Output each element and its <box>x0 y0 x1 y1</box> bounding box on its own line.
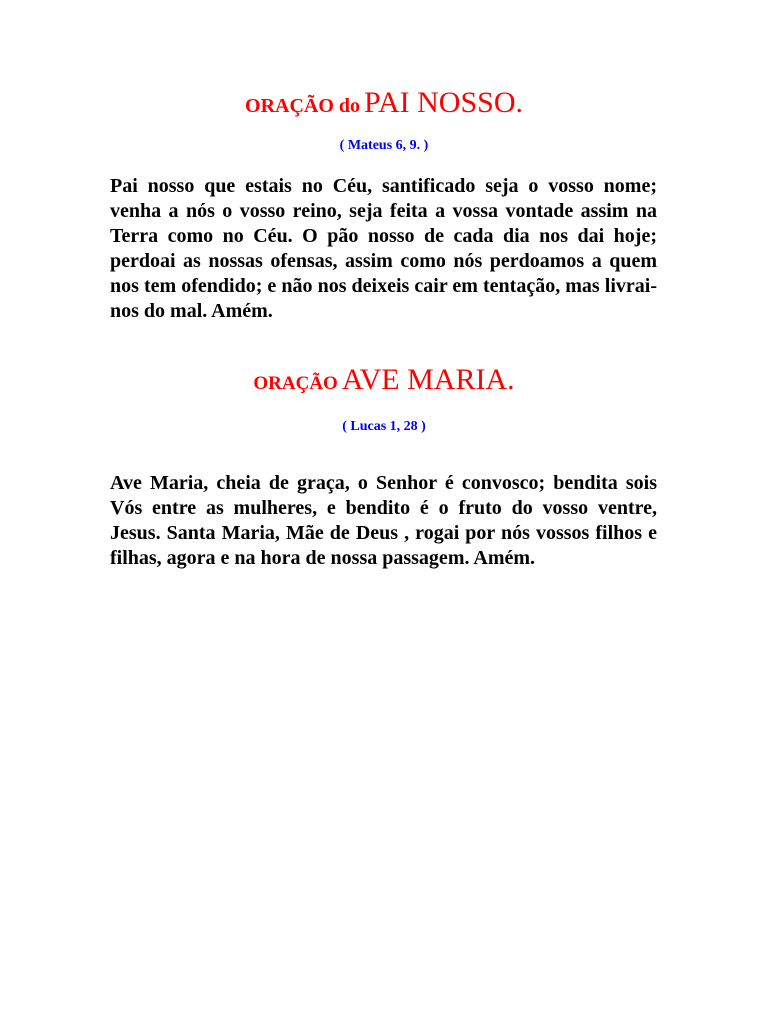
reference-lucas: ( Lucas 1, 28 ) <box>342 419 426 434</box>
prayer-text-pai-nosso: Pai nosso que estais no Céu, santificado seja o vosso nome; venha a nós o vosso reino, seja feita a vossa vontade assim na Terra como no Céu. O pão nosso de cada dia nos dai hoje; perdoai as nossas ofensas, assim como nós perdoamos a quem nos tem ofendido; e não nos deixeis cair em tentação, mas livrai-nos do mal. Amém. <box>110 175 657 322</box>
title-main: PAI NOSSO. <box>364 86 523 119</box>
prayer-text-ave-maria: Ave Maria, cheia de graça, o Senhor é convosco; bendita sois Vós entre as mulheres, e bendito é o fruto do vosso ventre, Jesus. Santa Maria, Mãe de Deus , rogai por nós vossos filhos e filhas, agora e na hora de nossa passagem. Amém. <box>110 472 657 569</box>
title-ave-maria <box>0 363 768 397</box>
title-prefix: ORAÇÃO <box>253 373 338 394</box>
title-main: AVE MARIA. <box>341 363 515 396</box>
title-pai-nosso <box>0 86 768 120</box>
title-prefix: ORAÇÃO do <box>245 95 361 117</box>
reference-mateus: ( Mateus 6, 9. ) <box>339 138 429 153</box>
